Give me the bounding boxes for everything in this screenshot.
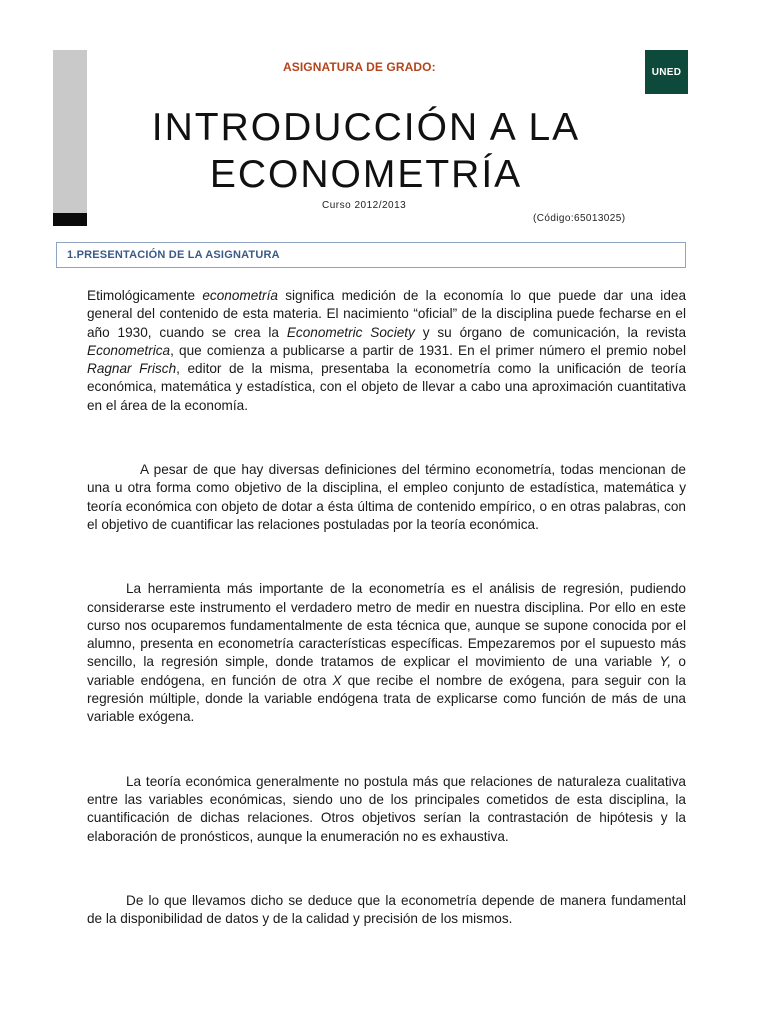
decorative-black-bar xyxy=(53,213,87,226)
italic-term: Econometrica xyxy=(87,342,171,358)
decorative-grey-bar xyxy=(53,50,87,213)
title-line-2: ECONOMETRÍA xyxy=(209,153,523,196)
text-run: De lo que llevamos dicho se deduce que la econometría depende de manera fundamental de la disponibilidad de datos y de la calidad y precisión de los mismos. xyxy=(87,892,686,927)
text-run: y su órgano de comunicación, la revista xyxy=(414,324,687,340)
text-run: , editor de la misma, presentaba la econometría como la unificación de teoría económica, matemática y estadística, con el objeto de llevar a cabo una aproximación cuantitativa en el área de la economía. xyxy=(87,361,687,413)
title-line-1: INTRODUCCIÓN A LA xyxy=(151,106,581,149)
text-run: significa medición de la economía lo que puede dar una idea general del contenido de esta materia. El nacimiento “oficial” de la disciplina puede fecharse en el año 1930, cuando se crea la xyxy=(87,288,687,340)
paragraph xyxy=(87,892,686,929)
text-run: o variable endógena, en función de otra xyxy=(87,654,686,688)
subject-code: (Código:65013025) xyxy=(533,213,626,224)
italic-term: econometría xyxy=(202,288,278,303)
section-heading: 1.PRESENTACIÓN DE LA ASIGNATURA xyxy=(67,249,280,261)
paragraph xyxy=(87,287,686,415)
text-run: , que comienza a publicarse a partir de 1931. En el primer número el premio nobel xyxy=(170,342,686,358)
subject-type-label: ASIGNATURA DE GRADO: xyxy=(283,60,436,74)
document-body xyxy=(87,287,686,928)
paragraph xyxy=(87,580,686,726)
italic-term: X xyxy=(332,672,342,688)
section-heading-box xyxy=(56,242,686,268)
italic-term: Ragnar Frisch xyxy=(87,361,177,377)
italic-term: Y, xyxy=(659,654,672,670)
logo-text: UNED xyxy=(651,66,682,78)
italic-term: Econometric Society xyxy=(286,324,415,340)
text-run: que recibe el nombre de exógena, para seguir con la regresión múltiple, donde la variable endógena trata de explicarse como función de más de una variable exógena. xyxy=(87,672,686,725)
paragraph xyxy=(87,773,686,846)
course-year: Curso 2012/2013 xyxy=(322,200,407,211)
paragraph xyxy=(87,461,686,534)
text-run: Etimológicamente xyxy=(87,288,203,303)
text-run: A pesar de que hay diversas definiciones del término econometría, todas mencionan de una u otra forma como objetivo de la disciplina, el empleo conjunto de estadística, matemática y teoría económica con objeto de dotar a ésta última de contenido empírico, o en otras palabras, con el objetivo de cuantificar las relaciones postuladas por la teoría económica. xyxy=(87,462,686,532)
uned-logo xyxy=(645,50,688,94)
text-run: La herramienta más importante de la econometría es el análisis de regresión, pudiendo considerarse este instrumento el verdadero metro de medir en nuestra disciplina. Por ello en este curso nos ocuparemos fundamentalmente de esta técnica que, aunque se supone conocida por el alumno, presenta en econometría características específicas. Empezaremos por el supuesto más sencillo, la regresión simple, donde tratamos de explicar el movimiento de una variable xyxy=(87,581,686,670)
page-title xyxy=(120,104,612,198)
text-run: La teoría económica generalmente no postula más que relaciones de naturaleza cualitativa entre las variables económicas, siendo uno de los principales cometidos de esta disciplina, la cuantificación de dichas relaciones. Otros objetivos serían la contrastación de hipótesis y la elaboración de pronósticos, aunque la enumeración no es exhaustiva. xyxy=(87,773,686,844)
